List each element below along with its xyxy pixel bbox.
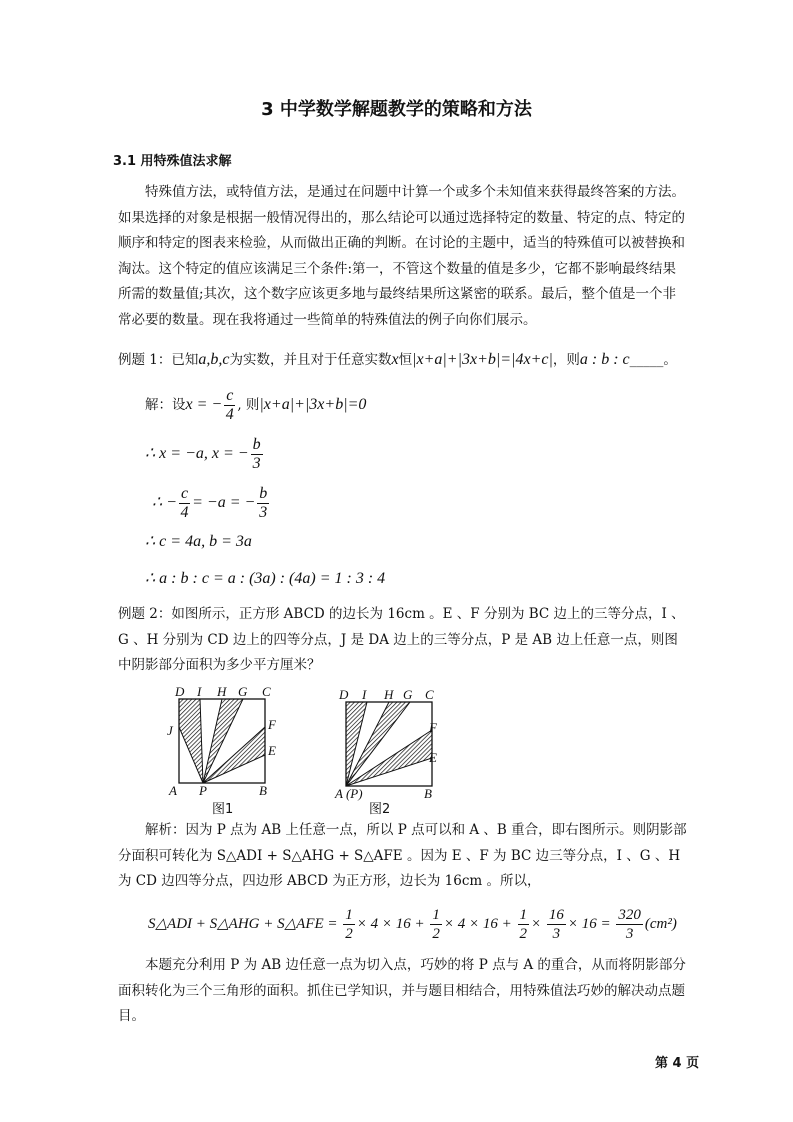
frac-den: 2 bbox=[432, 926, 440, 942]
frac-num: c bbox=[180, 485, 189, 502]
ex1-mid2: 恒 bbox=[398, 352, 413, 368]
frac-den: 3 bbox=[625, 926, 634, 942]
frac-den: 3 bbox=[259, 504, 268, 521]
frac-num: 1 bbox=[519, 907, 528, 923]
frac-den: 2 bbox=[519, 926, 528, 942]
label-g: G bbox=[403, 687, 413, 702]
frac-num: b bbox=[259, 485, 268, 502]
label-d: D bbox=[175, 684, 185, 699]
frac-den: 4 bbox=[225, 406, 234, 423]
conclusion-paragraph: 本题充分利用 P 为 AB 边任意一点为切入点，巧妙的将 P 点与 A 的重合，从而将阴影部分面积转化为三个三角形的面积。抓住已学知识，并与题目相结合，用特殊值法巧妙的解决动点题目。 bbox=[118, 957, 686, 1024]
frac-num: 16 bbox=[548, 907, 564, 923]
area-formula bbox=[148, 906, 677, 943]
sol-x: x = − bbox=[185, 396, 223, 413]
sol-then: , 则 bbox=[237, 397, 260, 413]
label-f: F bbox=[429, 720, 437, 735]
analysis-paragraph: 解析：因为 P 点为 AB 上任意一点，所以 P 点可以和 A 、B 重合，即右图所示。则阴影部分面积可转化为 S△ADI + S△AHG + S△AFE 。因为 E 、F 为 BC 边三等分点，I 、G 、H 为 CD 边四等分点，四边形 ABCD 为正方形，边长为 16cm 。所以， bbox=[118, 822, 687, 889]
label-p: P bbox=[199, 783, 207, 798]
frac-num: 1 bbox=[345, 907, 353, 923]
formula-lhs: S△ADI + S△AHG + S△AFE = bbox=[148, 915, 338, 932]
frac-num: 320 bbox=[618, 907, 641, 923]
ex1-vars: a,b,c bbox=[198, 351, 230, 368]
fraction-c-over-4 bbox=[224, 387, 235, 424]
solution-line-2 bbox=[145, 436, 265, 473]
frac-num: 1 bbox=[432, 907, 440, 923]
fraction-b-over-3 bbox=[251, 436, 263, 473]
fraction-one-half bbox=[518, 906, 530, 943]
label-c: C bbox=[425, 687, 434, 702]
label-i: I bbox=[197, 684, 202, 699]
figure-2 bbox=[332, 686, 452, 818]
ex1-tail: ，则 bbox=[552, 352, 580, 368]
label-e: E bbox=[429, 750, 437, 765]
ex1-mid: 为实数，并且对于任意实数 bbox=[229, 352, 392, 368]
fraction-16-over-3 bbox=[547, 906, 566, 943]
example2-statement: 例题 2：如图所示，正方形 ABCD 的边长为 16cm 。E 、F 分别为 BC 边上的三等分点，I 、G 、H 分别为 CD 边上的四等分点，J 是 DA 边上的三等分点，P 是 AB 边上任意一点，则图中阴影部分面积为多少平方厘米？ bbox=[118, 606, 685, 673]
label-f: F bbox=[268, 717, 276, 732]
label-b: B bbox=[424, 786, 432, 801]
figure-2-caption: 图2 bbox=[369, 802, 391, 817]
page-number: 第 4 页 bbox=[655, 1056, 700, 1071]
formula-term-2: × 4 × 16 + bbox=[443, 915, 512, 932]
label-d: D bbox=[339, 687, 349, 702]
ex1-lead: 例题 1：已知 bbox=[118, 352, 199, 368]
solution-line-1 bbox=[145, 387, 366, 424]
sol-eq: |x+a|+|3x+b|=0 bbox=[259, 396, 367, 413]
shaded-region-dij bbox=[179, 699, 203, 783]
solution-line-3 bbox=[152, 485, 271, 522]
fraction-b-over-3 bbox=[257, 485, 269, 522]
label-h: H bbox=[217, 684, 227, 699]
shaded-triangle-adi bbox=[346, 702, 367, 786]
fraction-c-over-4 bbox=[179, 485, 190, 522]
frac-den: 3 bbox=[252, 455, 261, 472]
ex1-x: x bbox=[391, 351, 399, 368]
fraction-320-over-3 bbox=[616, 906, 643, 943]
section-heading: 3.1 用特殊值法求解 bbox=[113, 154, 232, 169]
label-h: H bbox=[384, 687, 394, 702]
label-j: J bbox=[167, 723, 173, 738]
sol-label: 解：设 bbox=[145, 397, 186, 413]
figure-1 bbox=[165, 683, 285, 815]
frac-den: 3 bbox=[552, 926, 561, 942]
frac-num: c bbox=[226, 387, 234, 404]
frac-den: 2 bbox=[345, 926, 353, 942]
formula-term-3: × bbox=[531, 915, 542, 932]
label-i: I bbox=[362, 687, 367, 702]
intro-paragraph: 特殊值方法，或特值方法，是通过在问题中计算一个或多个未知值来获得最终答案的方法。如果选择的对象是根据一般情况得出的，那么结论可以通过选择特定的数量、特定的点、特定的顺序和特定的图表来检验，从而做出正确的判断。在讨论的主题中，适当的特殊值可以被替换和淘汰。这个特定的值应该满足三个条件:第一，不管这个数量的值是多少，它都不影响最终结果所需的数量值;其次，这个数字应该更多地与最终结果所这紧密的联系。最后，整个值是一个非常必要的数量。现在我将通过一些简单的特殊值法的例子向你们展示。 bbox=[118, 184, 685, 328]
label-a: A bbox=[169, 783, 177, 798]
line3a: ∴ − bbox=[152, 494, 177, 512]
ex1-eq: |x+a|+|3x+b|=|4x+c| bbox=[412, 351, 553, 368]
solution-line-5: ∴ a : b : c = a : (3a) : (4a) = 1 : 3 : 4 bbox=[145, 570, 386, 587]
page-title: 3 中学数学解题教学的策略和方法 bbox=[261, 99, 532, 120]
label-a-p: A (P) bbox=[335, 786, 363, 801]
formula-unit: (cm²) bbox=[644, 915, 677, 932]
fraction-one-half bbox=[430, 906, 442, 943]
label-b: B bbox=[259, 783, 267, 798]
label-g: G bbox=[238, 684, 248, 699]
formula-term-1: × 4 × 16 + bbox=[356, 915, 425, 932]
ex1-blank: _____。 bbox=[629, 352, 677, 368]
ex1-ask: a : b : c bbox=[579, 351, 630, 368]
formula-term-4: × 16 = bbox=[567, 915, 611, 932]
shaded-triangle-afe bbox=[346, 730, 432, 786]
label-c: C bbox=[262, 684, 271, 699]
example1-statement bbox=[118, 347, 718, 374]
label-e: E bbox=[268, 743, 276, 758]
frac-den: 4 bbox=[180, 504, 189, 521]
line3b: = −a = − bbox=[192, 494, 256, 512]
line2a: ∴ x = −a, x = − bbox=[145, 445, 249, 463]
fraction-one-half bbox=[343, 906, 355, 943]
frac-num: b bbox=[252, 436, 261, 453]
figure-1-caption: 图1 bbox=[212, 802, 234, 817]
solution-line-4: ∴ c = 4a, b = 3a bbox=[145, 533, 252, 550]
